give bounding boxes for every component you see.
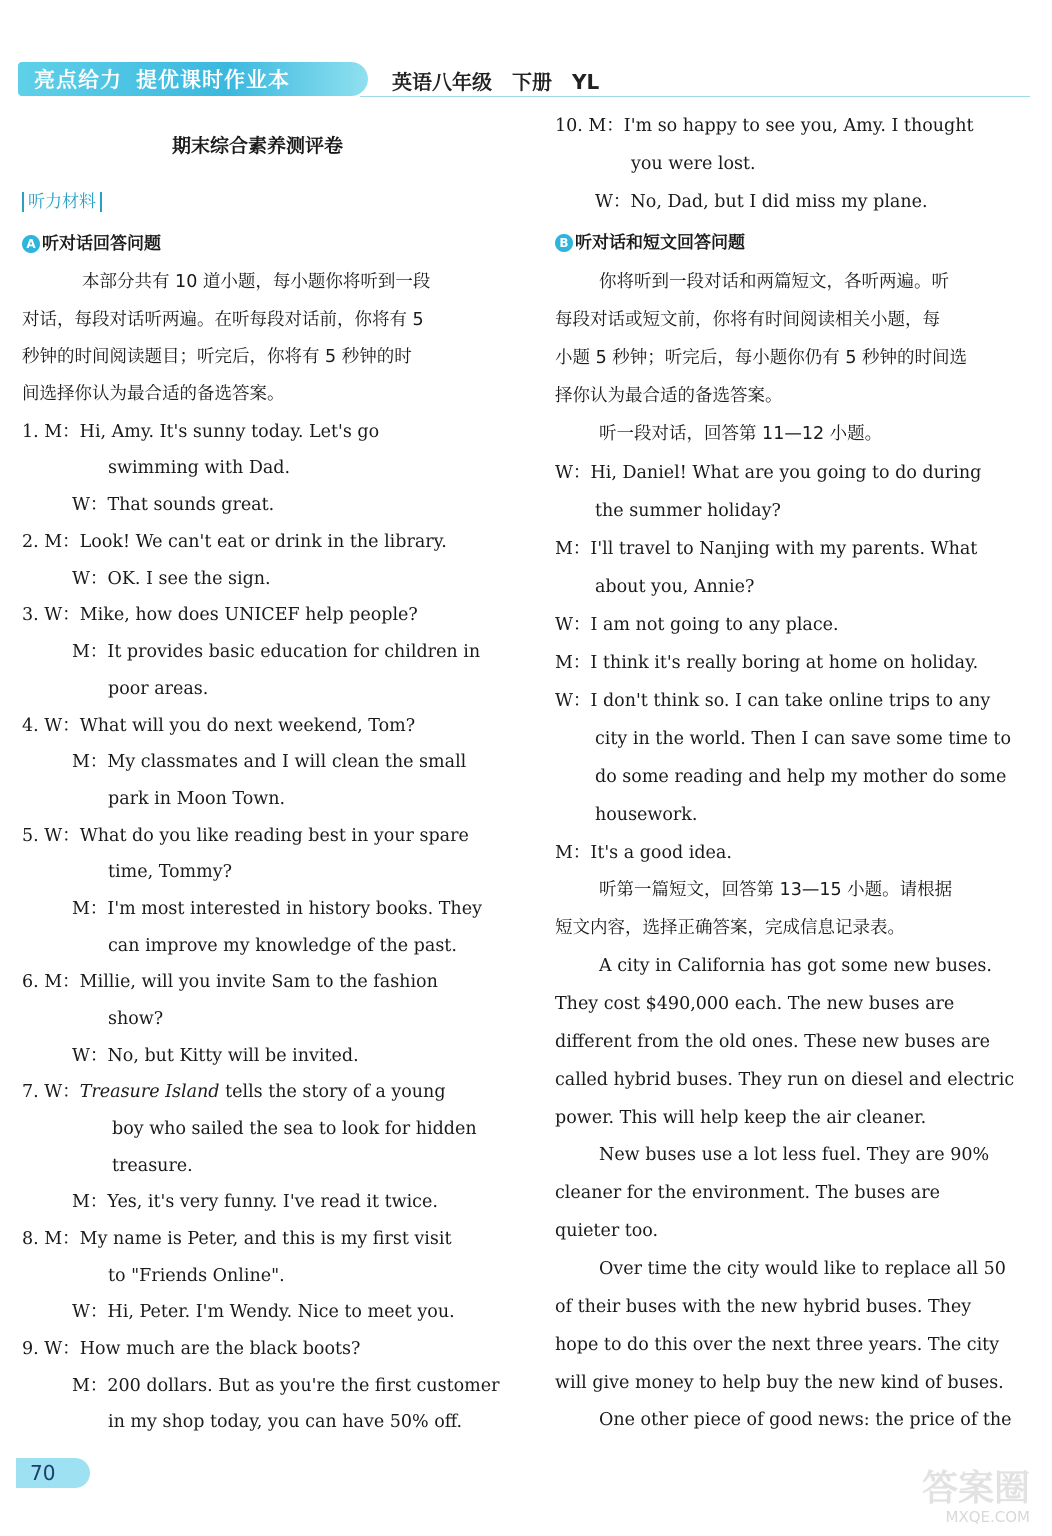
question-9-line: M：200 dollars. But as you're the first customer <box>72 1376 500 1396</box>
volume-label: 下册 <box>512 70 552 94</box>
header-divider <box>360 96 1030 97</box>
section-b-badge: B <box>555 234 573 252</box>
question-5-line: M：I'm most interested in history books. They <box>72 899 482 919</box>
question-4-line: park in Moon Town. <box>108 789 286 809</box>
passage-line: A city in California has got some new buses. <box>599 956 992 976</box>
section-a-heading: A 听对话回答问题 <box>22 232 161 256</box>
question-7-line: 7. W：Treasure Island tells the story of a young <box>22 1082 446 1102</box>
question-10-line: 10. M：I'm so happy to see you, Amy. I thought <box>555 116 974 136</box>
question-4-line: M：My classmates and I will clean the small <box>72 752 467 772</box>
section-b-intro-line: 你将听到一段对话和两篇短文，各听两遍。听 <box>599 272 949 292</box>
question-6-line: 6. M：Millie, will you invite Sam to the fashion <box>22 972 438 992</box>
section-b-intro-line: 听一段对话，回答第 11—12 小题。 <box>599 424 883 444</box>
dialogue-line: M：I'll travel to Nanjing with my parents. What <box>555 539 978 559</box>
subject-grade: 英语八年级 <box>392 70 492 94</box>
dialogue-line: W：Hi, Daniel! What are you going to do during <box>555 463 982 483</box>
subject-info <box>392 66 619 95</box>
question-3-line: M：It provides basic education for children in <box>72 642 481 662</box>
question-6-line: show? <box>108 1009 164 1029</box>
passage-line: called hybrid buses. They run on diesel and electric <box>555 1070 1015 1090</box>
passage-line: different from the old ones. These new buses are <box>555 1032 990 1052</box>
watermark-url: MXQE.COM <box>945 1508 1030 1526</box>
question-4-line: 4. W：What will you do next weekend, Tom? <box>22 716 416 736</box>
section-a-badge: A <box>22 235 40 253</box>
dialogue-line: M：It's a good idea. <box>555 843 732 863</box>
listening-material-tag: 听力材料 <box>22 190 102 214</box>
page-header <box>0 0 1052 100</box>
dialogue-line: W：I am not going to any place. <box>555 615 839 635</box>
question-1-line: W：That sounds great. <box>72 495 275 515</box>
passage-line: One other piece of good news: the price of the <box>599 1410 1012 1430</box>
page-number: 70 <box>16 1458 90 1488</box>
question-5-line: time, Tommy? <box>108 862 233 882</box>
dialogue-line: city in the world. Then I can save some time to <box>595 729 1011 749</box>
question-5-line: can improve my knowledge of the past. <box>108 936 457 956</box>
book-title: Treasure Island <box>79 1082 220 1102</box>
question-2-line: 2. M：Look! We can't eat or drink in the library. <box>22 532 447 552</box>
question-1-line: 1. M：Hi, Amy. It's sunny today. Let's go <box>22 422 380 442</box>
dialogue-line: W：I don't think so. I can take online trips to any <box>555 691 991 711</box>
passage-line: Over time the city would like to replace all 50 <box>599 1259 1006 1279</box>
question-8-line: 8. M：My name is Peter, and this is my first visit <box>22 1229 452 1249</box>
question-1-line: swimming with Dad. <box>108 458 291 478</box>
question-7-line: boy who sailed the sea to look for hidden <box>112 1119 477 1139</box>
dialogue-line: M：I think it's really boring at home on holiday. <box>555 653 979 673</box>
passage-line: New buses use a lot less fuel. They are 90% <box>599 1145 990 1165</box>
watermark-logo: 答案圈 <box>921 1468 1030 1509</box>
question-10-line: you were lost. <box>631 154 756 174</box>
question-7-line: treasure. <box>112 1156 193 1176</box>
passage-line: of their buses with the new hybrid buses. They <box>555 1297 972 1317</box>
edition-label: YL <box>572 70 600 94</box>
section-b-intro-line: 小题 5 秒钟；听完后，每小题你仍有 5 秒钟的时间选 <box>555 348 968 368</box>
passage-line: They cost $490,000 each. The new buses are <box>555 994 955 1014</box>
intro-line: 间选择你认为最合适的备选答案。 <box>22 384 285 404</box>
intro-line: 本部分共有 10 道小题，每小题你将听到一段 <box>82 272 431 292</box>
question-8-line: W：Hi, Peter. I'm Wendy. Nice to meet you. <box>72 1302 455 1322</box>
question-7-line: M：Yes, it's very funny. I've read it twice. <box>72 1192 438 1212</box>
passage-line: power. This will help keep the air cleaner. <box>555 1108 927 1128</box>
question-3-line: 3. W：Mike, how does UNICEF help people? <box>22 605 418 625</box>
watermark <box>880 1470 1030 1530</box>
question-9-line: in my shop today, you can have 50% off. <box>108 1412 463 1432</box>
exam-title: 期末综合素养测评卷 <box>172 135 344 157</box>
intro-line: 秒钟的时间阅读题目；听完后，你将有 5 秒钟的时 <box>22 347 412 367</box>
dialogue-line: housework. <box>595 805 698 825</box>
passage-line: will give money to help buy the new kind of buses. <box>555 1373 1004 1393</box>
question-3-line: poor areas. <box>108 679 209 699</box>
passage-line: quieter too. <box>555 1221 659 1241</box>
book-brand <box>34 64 290 94</box>
section-b-heading: B 听对话和短文回答问题 <box>555 231 745 255</box>
brand-name: 亮点给力 <box>34 68 122 92</box>
dialogue-line: do some reading and help my mother do some <box>595 767 1007 787</box>
question-8-line: to "Friends Online". <box>108 1266 285 1286</box>
passage-instruction: 短文内容，选择正确答案，完成信息记录表。 <box>555 918 905 938</box>
dialogue-line: the summer holiday? <box>595 501 781 521</box>
passage-line: cleaner for the environment. The buses are <box>555 1183 940 1203</box>
question-9-line: 9. W：How much are the black boots? <box>22 1339 361 1359</box>
question-10-line: W：No, Dad, but I did miss my plane. <box>595 192 928 212</box>
question-6-line: W：No, but Kitty will be invited. <box>72 1046 359 1066</box>
question-5-line: 5. W：What do you like reading best in your spare <box>22 826 469 846</box>
passage-line: hope to do this over the next three years. The city <box>555 1335 1000 1355</box>
section-b-intro-line: 每段对话或短文前，你将有时间阅读相关小题，每 <box>555 310 940 330</box>
intro-line: 对话，每段对话听两遍。在听每段对话前，你将有 5 <box>22 310 424 330</box>
passage-instruction: 听第一篇短文，回答第 13—15 小题。请根据 <box>599 880 953 900</box>
section-b-intro-line: 择你认为最合适的备选答案。 <box>555 386 783 406</box>
dialogue-line: about you, Annie? <box>595 577 755 597</box>
question-2-line: W：OK. I see the sign. <box>72 569 271 589</box>
brand-subtitle: 提优课时作业本 <box>136 68 290 92</box>
